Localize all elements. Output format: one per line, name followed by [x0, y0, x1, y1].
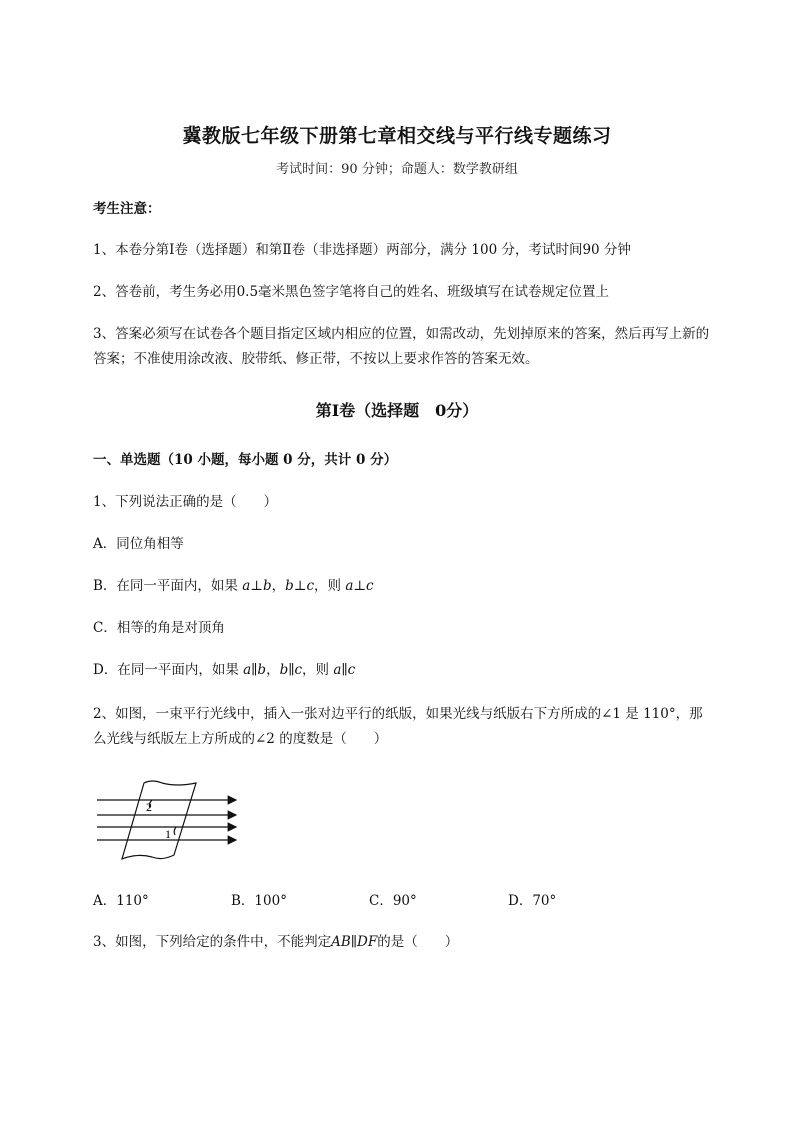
- q1-option-d-sep1: ，: [266, 662, 280, 678]
- q1-option-b-expr1: a⊥b: [242, 578, 272, 594]
- q3-stem-prefix: 3、如图，下列给定的条件中，不能判定: [93, 934, 332, 950]
- q2-option-b: B．100°: [231, 893, 287, 909]
- notice-item-3: 3、答案必须写在试卷各个题目指定区域内相应的位置，如需改动，先划掉原来的答案，然后再写上新的答案；不准使用涂改液、胶带纸、修正带，不按以上要求作答的答案无效。: [93, 326, 710, 367]
- q2-option-c: C．90°: [369, 893, 417, 909]
- q1-option-b-prefix: B．在同一平面内，如果: [93, 578, 243, 594]
- q1-option-d-prefix: D．在同一平面内，如果: [93, 662, 244, 678]
- q1-option-b-expr3: a⊥c: [345, 578, 374, 594]
- angle1-label: 1: [165, 827, 171, 841]
- q3-stem-suffix: 的是（ ）: [377, 934, 459, 950]
- angle2-label: 2: [146, 800, 152, 814]
- q1-stem: 1、下列说法正确的是（ ）: [93, 494, 278, 510]
- q1-option-a: A．同位角相等: [93, 536, 184, 552]
- part-heading: 一、单选题（10 小题，每小题 0 分，共计 0 分）: [93, 452, 398, 468]
- q1-option-b-sep1: ，: [271, 578, 286, 594]
- notice-item-1: 1、本卷分第Ⅰ卷（选择题）和第Ⅱ卷（非选择题）两部分，满分 100 分，考试时间90 分钟: [93, 242, 631, 258]
- q1-option-b-expr2: b⊥c: [285, 578, 315, 594]
- q1-option-b-sep2: ，则: [314, 578, 346, 594]
- q2-option-a: A．110°: [93, 893, 149, 909]
- q3-stem-expr: AB∥DF: [331, 934, 378, 950]
- q1-option-d-expr1: a∥b: [243, 662, 267, 678]
- q2-figure: [92, 773, 252, 865]
- paper-board: [122, 781, 196, 859]
- page-title: 冀教版七年级下册第七章相交线与平行线专题练习: [182, 125, 612, 147]
- q3-stem: [93, 930, 458, 955]
- q1-option-b: [93, 574, 374, 599]
- q1-option-d-expr3: a∥c: [333, 662, 356, 678]
- q2-option-d: D．70°: [508, 893, 557, 909]
- section-title: 第Ⅰ卷（选择题 0分）: [315, 401, 479, 420]
- q1-option-d-sep2: ，则: [302, 662, 334, 678]
- q1-option-d: [93, 658, 355, 683]
- angle1-arc: [174, 827, 176, 835]
- q2-stem: 2、如图，一束平行光线中，插入一张对边平行的纸版，如果光线与纸版右下方所成的∠1 是 110°，那么光线与纸版左上方所成的∠2 的度数是（ ）: [93, 706, 703, 747]
- notice-heading: 考生注意：: [93, 201, 161, 217]
- q1-option-d-expr2: b∥c: [279, 662, 303, 678]
- notice-item-2: 2、答卷前，考生务必用0.5毫米黑色签字笔将自己的姓名、班级填写在试卷规定位置上: [93, 284, 610, 300]
- q1-option-c: C．相等的角是对顶角: [93, 620, 225, 636]
- exam-info: 考试时间：90 分钟；命题人：数学教研组: [276, 162, 518, 177]
